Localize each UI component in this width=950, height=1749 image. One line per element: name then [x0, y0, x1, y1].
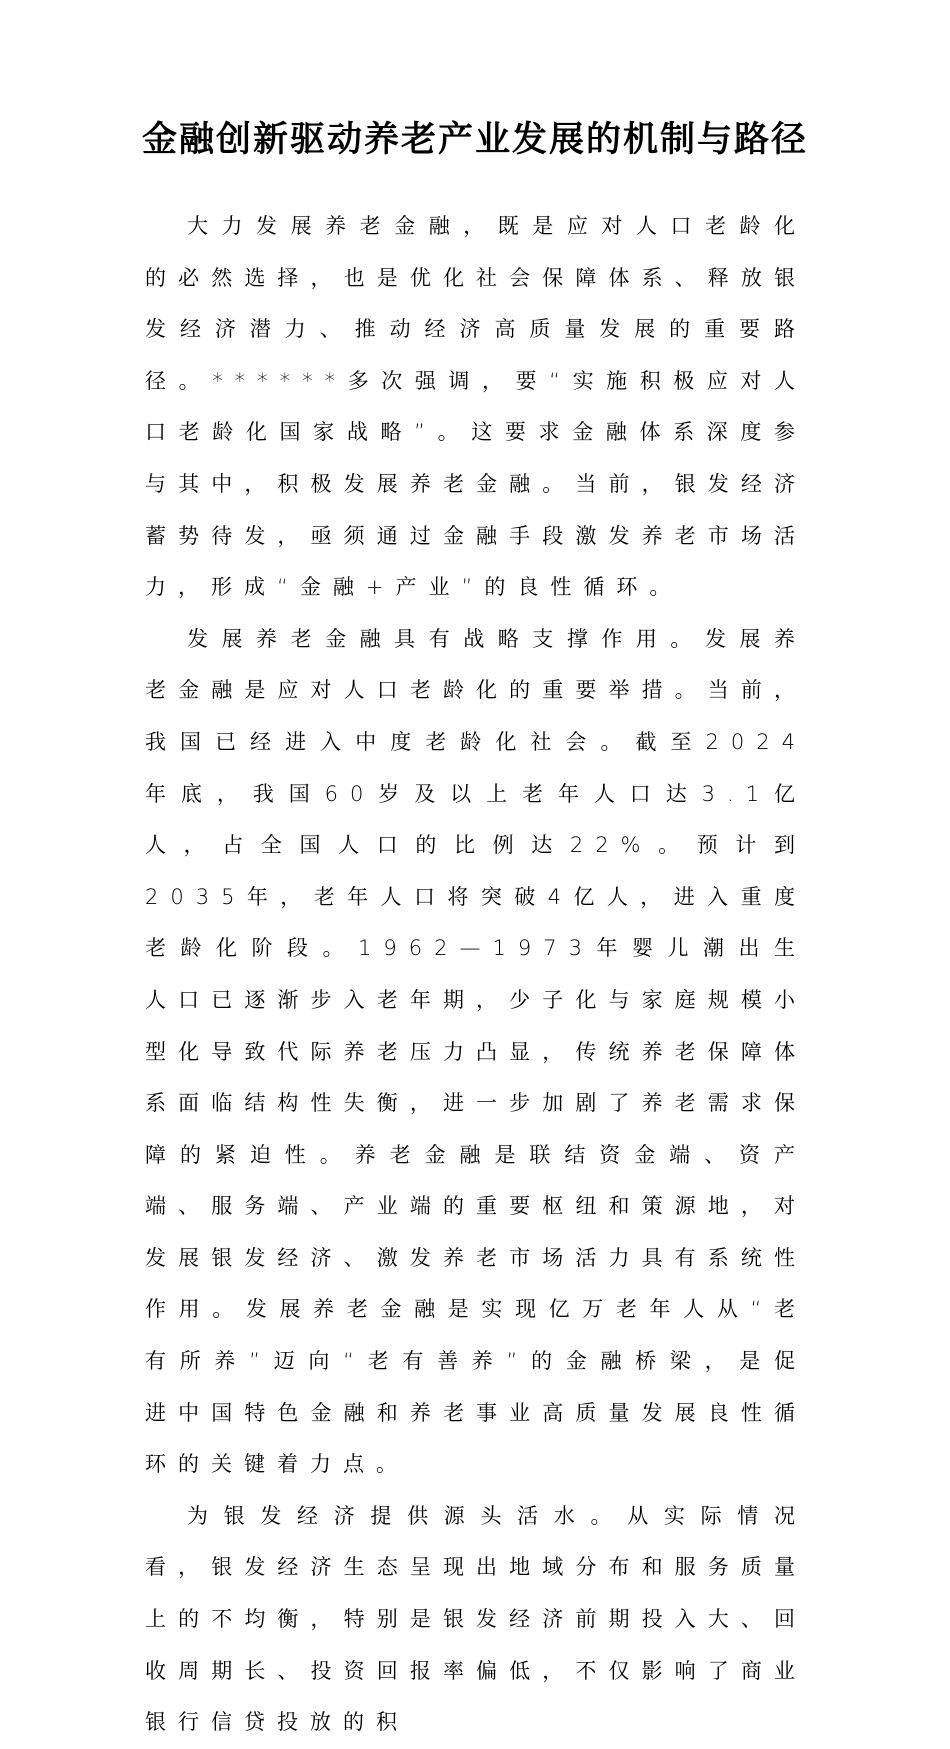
- paragraph-strategic-support: 发展养老金融具有战略支撑作用。发展养老金融是应对人口老龄化的重要举措。当前，我国已经进入中度老龄化社会。截至2024年底，我国60岁及以上老年人口达3.1亿人，占全国人口的比例达22%。预计到2035年，老年人口将突破4亿人，进入重度老龄化阶段。1962—1973年婴儿潮出生人口已逐渐步入老年期，少子化与家庭规模小型化导致代际养老压力凸显，传统养老保障体系面临结构性失衡，进一步加剧了养老需求保障的紧迫性。养老金融是联结资金端、资产端、服务端、产业端的重要枢纽和策源地，对发展银发经济、激发养老市场活力具有系统性作用。发展养老金融是实现亿万老年人从“老有所养”迈向“老有善养”的金融桥梁，是促进中国特色金融和养老事业高质量发展良性循环的关键着力点。: [145, 626, 807, 1477]
- document-title: 金融创新驱动养老产业发展的机制与路径: [141, 119, 808, 160]
- paragraph-silver-economy: 为银发经济提供源头活水。从实际情况看，银发经济生态呈现出地域分布和服务质量上的不均衡，特别是银发经济前期投入大、回收周期长、投资回报率偏低，不仅影响了商业银行信贷投放的积: [145, 1503, 807, 1735]
- document-body: [145, 201, 807, 1749]
- paragraph-intro: 大力发展养老金融，既是应对人口老龄化的必然选择，也是优化社会保障体系、释放银发经济潜力、推动经济高质量发展的重要路径。******多次强调，要“实施积极应对人口老龄化国家战略”。这要求金融体系深度参与其中，积极发展养老金融。当前，银发经济蓄势待发，亟须通过金融手段激发养老市场活力，形成“金融+产业”的良性循环。: [145, 214, 807, 600]
